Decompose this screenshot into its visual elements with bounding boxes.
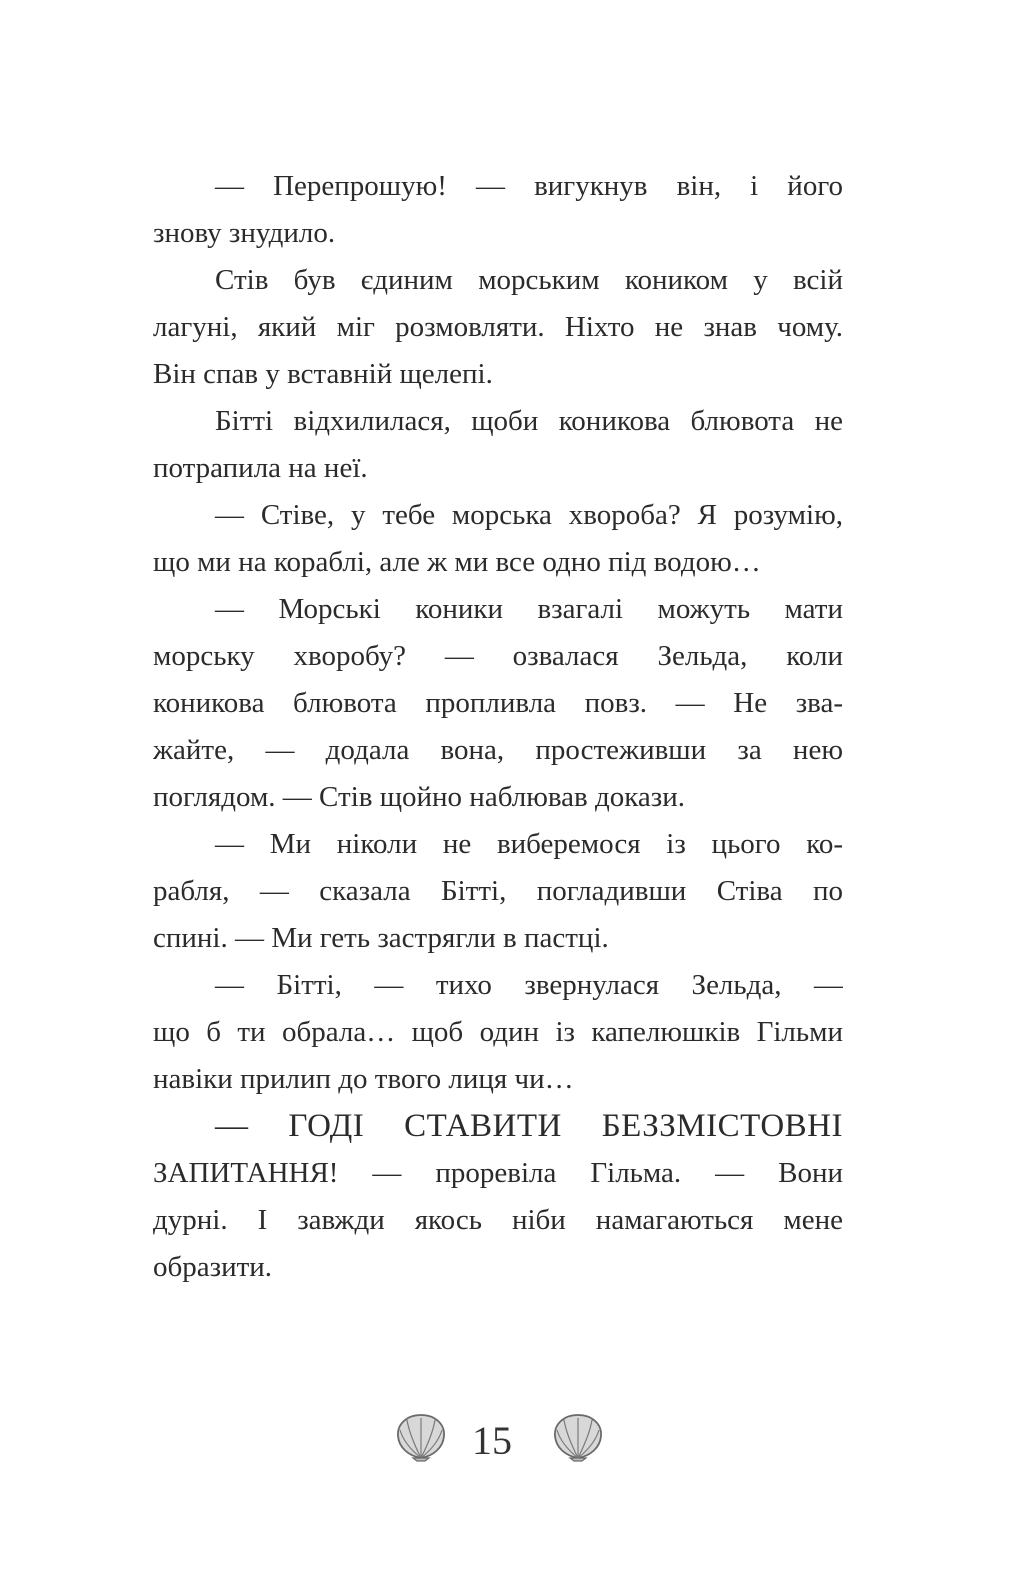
text-line: образити.: [153, 1251, 273, 1283]
text-line: спині. — Ми геть застрягли в пастці.: [153, 922, 609, 954]
text-line: — Ми ніколи не виберемося із цього ко-: [215, 828, 843, 860]
text-line: — Бітті, — тихо звернулася Зельда, —: [215, 969, 843, 1001]
text-line: Стів був єдиним морським коником у всій: [215, 264, 843, 296]
text-line: дурні. І завжди якось ніби намагаються мене: [153, 1204, 843, 1236]
text-line: — Перепрошую! — вигукнув він, і його: [215, 170, 843, 202]
text-line: Він спав у вставній щелепі.: [153, 358, 493, 390]
page-number: 15: [472, 1418, 512, 1463]
text-line: — Стіве, у тебе морська хвороба? Я розумію,: [215, 499, 843, 531]
text-line: коникова блювота пропливла повз. — Не зва-: [153, 687, 843, 719]
text-line: ЗАПИТАННЯ! — проревіла Гільма. — Вони: [153, 1157, 843, 1189]
text-line: лагуні, який міг розмовляти. Ніхто не знав чому.: [153, 311, 843, 343]
text-line: жайте, — додала вона, простеживши за нею: [153, 734, 843, 766]
text-line: навіки прилип до твого лиця чи…: [153, 1063, 574, 1095]
page-text: [153, 163, 843, 1291]
page-footer: [0, 1408, 1024, 1478]
text-line: — Морські коники взагалі можуть мати: [215, 593, 843, 625]
seashell-icon: [395, 1412, 447, 1462]
seashell-icon: [552, 1412, 604, 1462]
text-line: рабля, — сказала Бітті, погладивши Стіва по: [153, 875, 843, 907]
text-line: — ГОДІ СТАВИТИ БЕЗЗМІСТОВНІ: [215, 1108, 843, 1144]
text-line: знову знудило.: [153, 217, 336, 249]
text-line: морську хворобу? — озвалася Зельда, коли: [153, 640, 843, 672]
text-line: що ми на кораблі, але ж ми все одно під водою…: [153, 546, 761, 578]
text-line: що б ти обрала… щоб один із капелюшків Гільми: [153, 1016, 843, 1048]
text-line: Бітті відхилилася, щоби коникова блювота не: [215, 405, 843, 437]
text-line: поглядом. — Стів щойно наблював докази.: [153, 781, 685, 813]
text-line: потрапила на неї.: [153, 452, 368, 484]
